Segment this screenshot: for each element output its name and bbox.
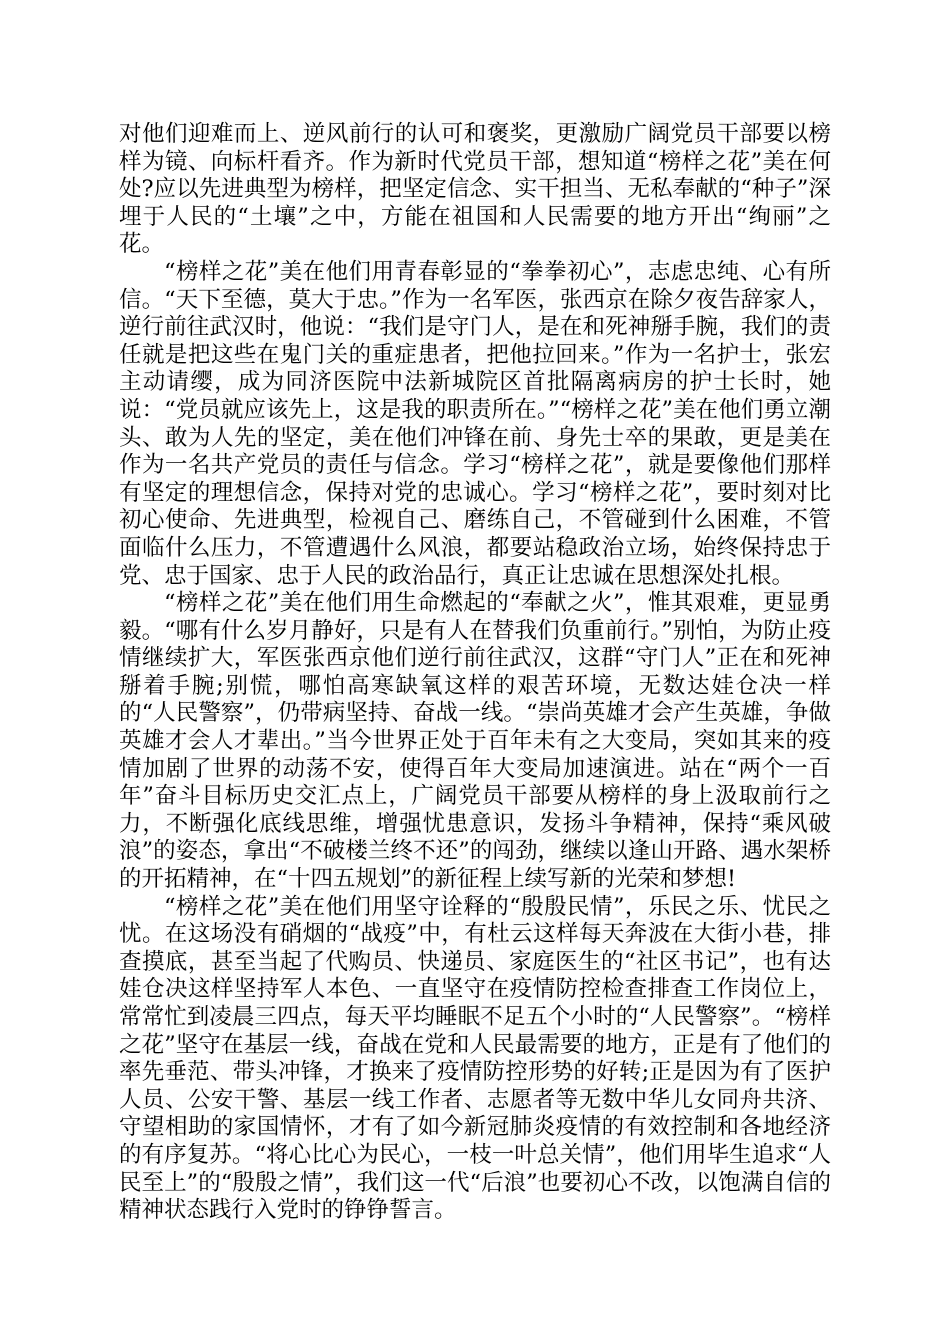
- paragraph-dedication: “榜样之花”美在他们用生命燃起的“奉献之火”，惟其艰难，更显勇毅。“哪有什么岁月静好，只是有人在替我们负重前行。”别怕，为防止疫情继续扩大，军医张西京他们逆行前往武汉，这群“守门人”正在和死神掰着手腕;别慌，哪怕高寒缺氧这样的艰苦环境，无数达娃仓决一样的“人民警察”，仍带病坚持、奋战一线。“崇尚英雄才会产生英雄，争做英雄才会人才辈出。”当今世界正处于百年未有之大变局，突如其来的疫情加剧了世界的动荡不安，使得百年大变局加速演进。站在“两个一百年”奋斗目标历史交汇点上，广阔党员干部要从榜样的身上汲取前行之力，不断强化底线思维，增强忧患意识，发扬斗争精神，保持“乘风破浪”的姿态，拿出“不破楼兰终不还”的闯劲，继续以逢山开路、遇水架桥的开拓精神，在“十四五规划”的新征程上续写新的光荣和梦想!: [119, 590, 831, 893]
- paragraph-continuation: 对他们迎难而上、逆风前行的认可和褒奖，更激励广阔党员干部要以榜样为镜、向标杆看齐。作为新时代党员干部，想知道“榜样之花”美在何处?应以先进典型为榜样，把坚定信念、实干担当、无私奉献的“种子”深埋于人民的“土壤”之中，方能在祖国和人民需要的地方开出“绚丽”之花。: [119, 121, 831, 258]
- article-body: [119, 121, 831, 1225]
- paragraph-devotion: “榜样之花”美在他们用青春彰显的“拳拳初心”，志虑忠纯、心有所信。“天下至德，莫大于忠。”作为一名军医，张西京在除夕夜告辞家人，逆行前往武汉时，他说：“我们是守门人，是在和死神掰手腕，我们的责任就是把这些在鬼门关的重症患者，把他拉回来。”作为一名护士，张宏主动请缨，成为同济医院中法新城院区首批隔离病房的护士长时，她说：“党员就应该先上，这是我的职责所在。”“榜样之花”美在他们勇立潮头、敢为人先的坚定，美在他们冲锋在前、身先士卒的果敢，更是美在作为一名共产党员的责任与信念。学习“榜样之花”，就是要像他们那样有坚定的理想信念，保持对党的忠诚心。学习“榜样之花”，要时刻对比初心使命、先进典型，检视自己、磨练自己，不管碰到什么困难，不管面临什么压力，不管遭遇什么风浪，都要站稳政治立场，始终保持忠于党、忠于国家、忠于人民的政治品行，真正让忠诚在思想深处扎根。: [119, 258, 831, 589]
- paragraph-people: “榜样之花”美在他们用坚守诠释的“殷殷民情”，乐民之乐、忧民之忧。在这场没有硝烟的“战疫”中，有杜云这样每天奔波在大街小巷，排查摸底，甚至当起了代购员、快递员、家庭医生的“社区书记”，也有达娃仓决这样坚持军人本色、一直坚守在疫情防控检查排查工作岗位上，常常忙到凌晨三四点，每天平均睡眠不足五个小时的“人民警察”。“榜样之花”坚守在基层一线，奋战在党和人民最需要的地方，正是有了他们的率先垂范、带头冲锋，才换来了疫情防控形势的好转;正是因为有了医护人员、公安干警、基层一线工作者、志愿者等无数中华儿女同舟共济、守望相助的家国情怀，才有了如今新冠肺炎疫情的有效控制和各地经济的有序复苏。“将心比心为民心，一枝一叶总关情”，他们用毕生追求“人民至上”的“殷殷之情”，我们这一代“后浪”也要初心不改，以饱满自信的精神状态践行入党时的铮铮誓言。: [119, 893, 831, 1224]
